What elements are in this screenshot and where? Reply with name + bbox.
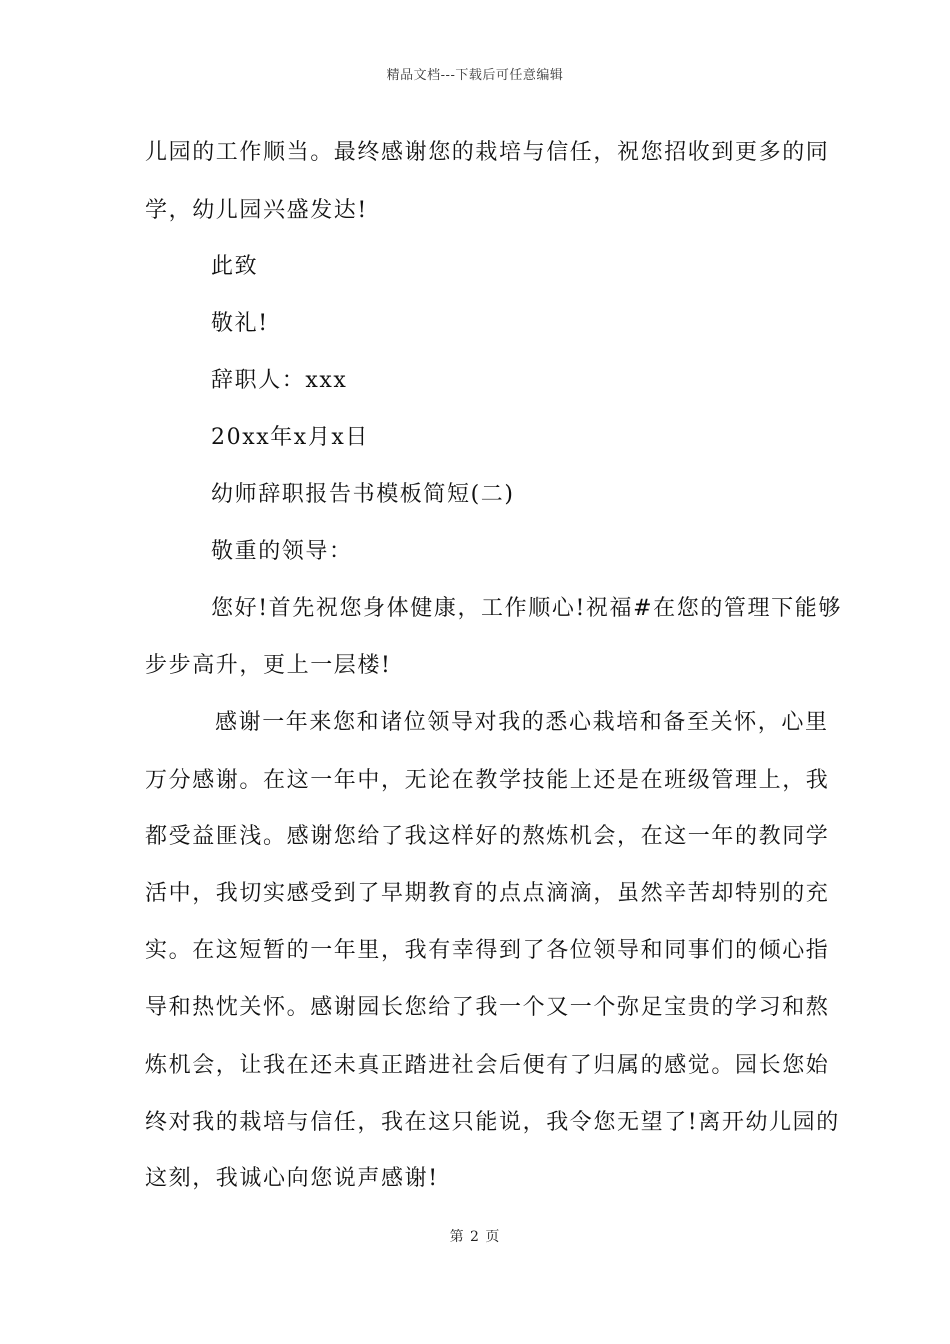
body-line: 步步高升，更上一层楼! [145,653,392,678]
body-line: 万分感谢。在这一年中，无论在教学技能上还是在班级管理上，我 [145,768,830,793]
closing-salutation: 此致 [211,254,259,279]
body-line: 活中，我切实感受到了早期教育的点点滴滴，虽然辛苦却特别的充 [145,881,830,906]
letter-greeting: 敬重的领导： [211,539,353,564]
body-line: 终对我的栽培与信任，我在这只能说，我令您无望了!离开幼儿园的 [145,1110,840,1135]
body-line: 都受益匪浅。感谢您给了我这样好的熬炼机会，在这一年的教同学 [145,824,830,849]
body-line: 炼机会，让我在还未真正踏进社会后便有了归属的感觉。园长您始 [145,1053,830,1078]
signature-line: 辞职人：xxx [211,368,348,393]
body-line: 这刻，我诚心向您说声感谢! [145,1166,439,1191]
closing-regards: 敬礼! [211,311,269,336]
body-line: 实。在这短暂的一年里，我有幸得到了各位领导和同事们的倾心指 [145,938,830,963]
page-header: 精品文档---下载后可任意编辑 [386,68,564,83]
body-line: 导和热忱关怀。感谢园长您给了我一个又一个弥足宝贵的学习和熬 [145,995,830,1020]
body-line: 儿园的工作顺当。最终感谢您的栽培与信任，祝您招收到更多的同 [145,140,830,165]
section-title: 幼师辞职报告书模板简短(二) [211,482,515,507]
body-line: 学，幼儿园兴盛发达! [145,198,368,223]
page-number: 第 2 页 [449,1229,501,1245]
body-line: 感谢一年来您和诸位领导对我的悉心栽培和备至关怀，心里 [215,710,829,735]
body-line: 您好!首先祝您身体健康，工作顺心!祝福#在您的管理下能够 [211,596,842,621]
date-line: 20xx年x月x日 [211,425,370,450]
